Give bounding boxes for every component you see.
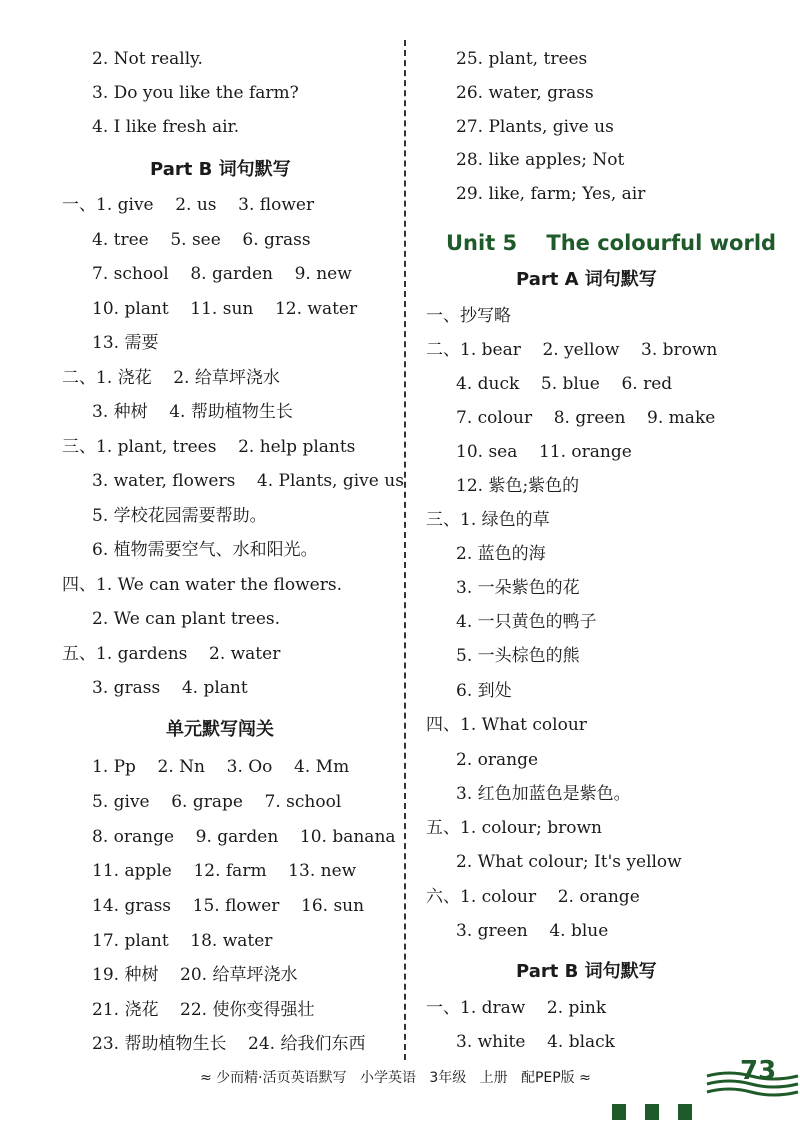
answer-line: 三、1. 绿色的草 [426, 510, 550, 530]
answer-line: 10. plant 11. sun 12. water [92, 299, 358, 319]
answer-line: 12. 紫色;紫色的 [456, 476, 580, 496]
answer-line: 5. 一头棕色的熊 [456, 646, 580, 666]
answer-line: 3. white 4. black [456, 1032, 615, 1052]
answer-line: 3. 一朵紫色的花 [456, 578, 580, 598]
answer-line: 7. colour 8. green 9. make [456, 408, 716, 428]
answer-line: 29. like, farm; Yes, air [456, 184, 646, 204]
section-heading-part-b: Part B 词句默写 [150, 159, 291, 180]
answer-line: 6. 到处 [456, 681, 512, 701]
answer-line: 3. grass 4. plant [92, 678, 248, 698]
answer-line: 13. 需要 [92, 333, 159, 353]
answer-line: 六、1. colour 2. orange [426, 887, 640, 907]
answer-line: 5. give 6. grape 7. school [92, 792, 342, 812]
answer-line: 四、1. We can water the flowers. [62, 575, 342, 595]
answer-line: 五、1. colour; brown [426, 818, 603, 838]
answer-line: 一、抄写略 [426, 306, 511, 326]
answer-line: 17. plant 18. water [92, 931, 273, 951]
answer-line: 27. Plants, give us [456, 117, 614, 137]
answer-line: 3. Do you like the farm? [92, 83, 299, 103]
answer-line: 2. What colour; It's yellow [456, 852, 682, 872]
answer-line: 二、1. 浇花 2. 给草坪浇水 [62, 368, 280, 388]
answer-line: 1. Pp 2. Nn 3. Oo 4. Mm [92, 757, 350, 777]
answer-line: 3. green 4. blue [456, 921, 609, 941]
answer-line: 4. tree 5. see 6. grass [92, 230, 311, 250]
section-heading-unit-test: 单元默写闯关 [166, 719, 274, 740]
answer-line: 3. water, flowers 4. Plants, give us [92, 471, 404, 491]
answer-line: 4. duck 5. blue 6. red [456, 374, 673, 394]
answer-line: 19. 种树 20. 给草坪浇水 [92, 965, 298, 985]
answer-line: 4. 一只黄色的鸭子 [456, 612, 597, 632]
unit-title: Unit 5 The colourful world [446, 231, 777, 255]
answer-line: 五、1. gardens 2. water [62, 644, 281, 664]
answer-line: 25. plant, trees [456, 49, 588, 69]
answer-line: 3. 种树 4. 帮助植物生长 [92, 402, 293, 422]
answer-line: 6. 植物需要空气、水和阳光。 [92, 540, 318, 560]
answer-line: 四、1. What colour [426, 715, 587, 735]
answer-line: 11. apple 12. farm 13. new [92, 861, 357, 881]
answer-line: 23. 帮助植物生长 24. 给我们东西 [92, 1034, 366, 1054]
section-heading-part-a: Part A 词句默写 [516, 269, 657, 290]
answer-line: 7. school 8. garden 9. new [92, 264, 352, 284]
answer-line: 8. orange 9. garden 10. banana [92, 827, 396, 847]
footer-text: ≈ 少而精·活页英语默写 小学英语 3年级 上册 配PEP版 ≈ [200, 1070, 591, 1086]
answer-line: 2. Not really. [92, 49, 203, 69]
answer-line: 10. sea 11. orange [456, 442, 632, 462]
answer-line: 14. grass 15. flower 16. sun [92, 896, 365, 916]
answer-line: 三、1. plant, trees 2. help plants [62, 437, 356, 457]
page-number: 73 [740, 1056, 777, 1086]
answer-line: 2. 蓝色的海 [456, 544, 546, 564]
column-divider [404, 40, 406, 1060]
answer-line: 3. 红色加蓝色是紫色。 [456, 784, 631, 804]
answer-line: 26. water, grass [456, 83, 594, 103]
answer-line: 2. orange [456, 750, 539, 770]
answer-line: 一、1. draw 2. pink [426, 998, 607, 1018]
section-heading-part-b: Part B 词句默写 [516, 961, 657, 982]
square-markers-icon [612, 1104, 696, 1124]
answer-line: 4. I like fresh air. [92, 117, 240, 137]
answer-line: 2. We can plant trees. [92, 609, 281, 629]
answer-line: 28. like apples; Not [456, 150, 625, 170]
answer-line: 一、1. give 2. us 3. flower [62, 195, 315, 215]
answer-line: 5. 学校花园需要帮助。 [92, 506, 267, 526]
answer-line: 二、1. bear 2. yellow 3. brown [426, 340, 718, 360]
answer-line: 21. 浇花 22. 使你变得强壮 [92, 1000, 315, 1020]
